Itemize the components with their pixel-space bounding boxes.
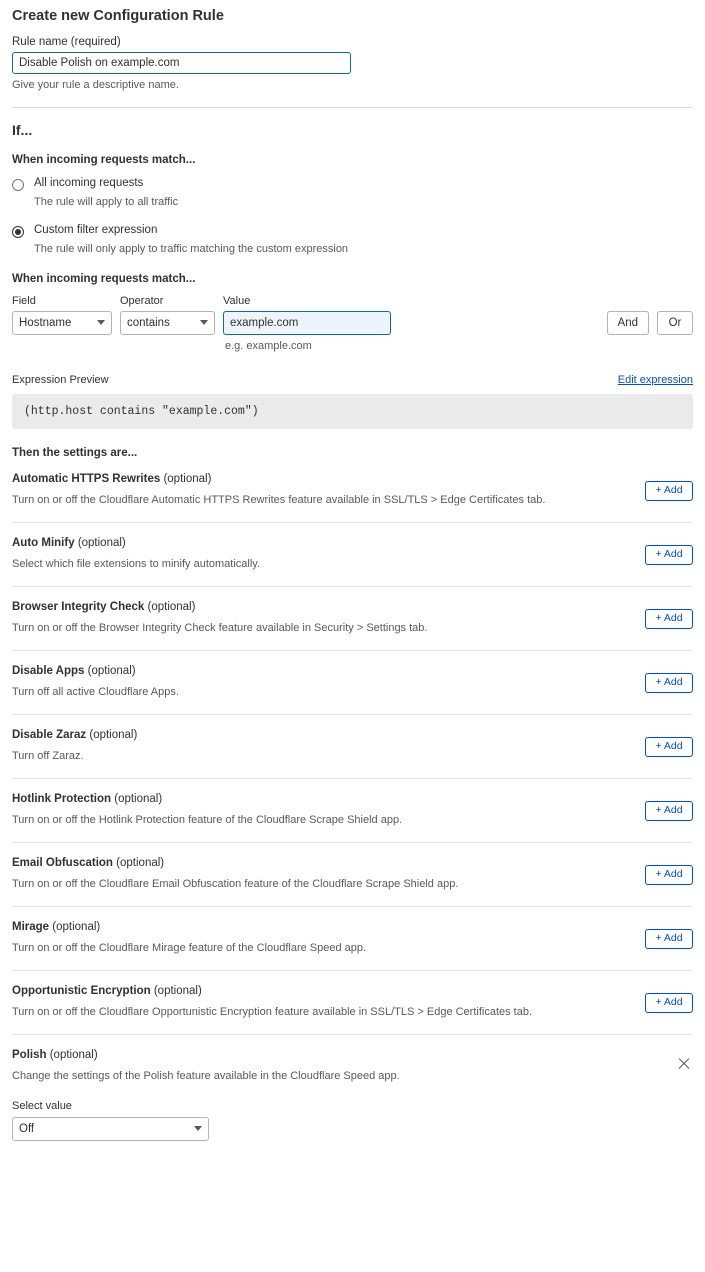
setting-polish bbox=[12, 1035, 693, 1145]
setting-optional: (optional) bbox=[49, 1048, 98, 1061]
chevron-down-icon bbox=[200, 320, 208, 325]
rule-name-help: Give your rule a descriptive name. bbox=[12, 79, 179, 91]
field-select[interactable] bbox=[12, 311, 112, 335]
setting-description: Turn on or off the Hotlink Protection feature of the Cloudflare Scrape Shield app. bbox=[12, 813, 403, 826]
value-input[interactable] bbox=[223, 311, 391, 335]
setting-optional: (optional) bbox=[87, 664, 136, 677]
setting-hotlink-protection bbox=[12, 779, 693, 843]
setting-optional: (optional) bbox=[163, 472, 212, 485]
radio-icon-custom-filter[interactable] bbox=[12, 226, 24, 238]
setting-description: Turn off all active Cloudflare Apps. bbox=[12, 685, 179, 698]
add-button[interactable]: + Add bbox=[645, 481, 693, 501]
setting-description: Turn on or off the Cloudflare Email Obfuscation feature of the Cloudflare Scrape Shield app. bbox=[12, 877, 459, 890]
setting-optional: (optional) bbox=[89, 728, 138, 741]
radio-desc-custom-filter: The rule will only apply to traffic matching the custom expression bbox=[34, 242, 349, 255]
add-button[interactable]: + Add bbox=[645, 609, 693, 629]
setting-description: Turn on or off the Cloudflare Opportunistic Encryption feature available in SSL/TLS > Edge Certificates tab. bbox=[12, 1005, 533, 1018]
setting-optional: (optional) bbox=[153, 984, 202, 997]
filter-row bbox=[12, 295, 693, 335]
setting-name: Email Obfuscation bbox=[12, 856, 113, 869]
then-settings-title: Then the settings are... bbox=[12, 446, 138, 459]
rule-name-label: Rule name (required) bbox=[12, 36, 121, 48]
add-button[interactable]: + Add bbox=[645, 737, 693, 757]
field-column bbox=[12, 295, 112, 335]
add-button[interactable]: + Add bbox=[645, 993, 693, 1013]
value-label: Value bbox=[223, 294, 251, 307]
operator-select[interactable] bbox=[120, 311, 215, 335]
value-hint: e.g. example.com bbox=[225, 339, 312, 352]
setting-optional: (optional) bbox=[147, 600, 196, 613]
setting-description: Turn on or off the Cloudflare Automatic HTTPS Rewrites feature available in SSL/TLS > Edge Certificates tab. bbox=[12, 493, 546, 506]
radio-desc-all-requests: The rule will apply to all traffic bbox=[34, 195, 179, 208]
setting-description: Select which file extensions to minify automatically. bbox=[12, 557, 261, 570]
setting-disable-apps bbox=[12, 651, 693, 715]
radio-icon-all-requests[interactable] bbox=[12, 179, 24, 191]
operator-label: Operator bbox=[120, 294, 164, 307]
setting-email-obfuscation bbox=[12, 843, 693, 907]
rule-name-group bbox=[12, 36, 693, 91]
setting-optional: (optional) bbox=[77, 536, 126, 549]
setting-name: Auto Minify bbox=[12, 536, 75, 549]
setting-opportunistic-encryption bbox=[12, 971, 693, 1035]
add-button[interactable]: + Add bbox=[645, 673, 693, 693]
or-button[interactable]: Or bbox=[657, 311, 693, 335]
polish-select-value: Off bbox=[19, 1122, 35, 1135]
radio-label-custom-filter: Custom filter expression bbox=[34, 224, 158, 237]
setting-optional: (optional) bbox=[52, 920, 101, 933]
if-heading: If... bbox=[12, 122, 33, 138]
match-title-2: When incoming requests match... bbox=[12, 272, 196, 285]
setting-description: Turn on or off the Cloudflare Mirage feature of the Cloudflare Speed app. bbox=[12, 941, 367, 954]
setting-name: Disable Apps bbox=[12, 664, 85, 677]
setting-optional: (optional) bbox=[116, 856, 165, 869]
field-label: Field bbox=[12, 294, 36, 307]
setting-name: Mirage bbox=[12, 920, 50, 933]
setting-disable-zaraz bbox=[12, 715, 693, 779]
chevron-down-icon bbox=[194, 1126, 202, 1131]
page-title: Create new Configuration Rule bbox=[12, 8, 224, 24]
setting-optional: (optional) bbox=[114, 792, 163, 805]
setting-name: Automatic HTTPS Rewrites bbox=[12, 472, 161, 485]
operator-column bbox=[120, 295, 215, 335]
setting-browser-integrity-check bbox=[12, 587, 693, 651]
setting-mirage bbox=[12, 907, 693, 971]
radio-all-incoming-requests[interactable] bbox=[12, 176, 693, 209]
setting-auto-minify bbox=[12, 523, 693, 587]
divider-top bbox=[12, 107, 693, 108]
rule-name-input[interactable] bbox=[12, 52, 351, 74]
expression-preview-header bbox=[12, 374, 693, 386]
field-select-value: Hostname bbox=[19, 316, 72, 329]
setting-description: Turn on or off the Browser Integrity Check feature available in Security > Settings tab. bbox=[12, 621, 428, 634]
setting-name: Browser Integrity Check bbox=[12, 600, 145, 613]
setting-description: Change the settings of the Polish feature available in the Cloudflare Speed app. bbox=[12, 1069, 400, 1082]
expression-preview-box: (http.host contains "example.com") bbox=[12, 394, 693, 429]
add-button[interactable]: + Add bbox=[645, 865, 693, 885]
add-button[interactable]: + Add bbox=[645, 545, 693, 565]
expression-preview-label: Expression Preview bbox=[12, 373, 109, 386]
setting-name: Hotlink Protection bbox=[12, 792, 112, 805]
add-button[interactable]: + Add bbox=[645, 929, 693, 949]
setting-automatic-https-rewrites bbox=[12, 459, 693, 523]
setting-name: Polish bbox=[12, 1048, 47, 1061]
polish-value-select[interactable] bbox=[12, 1117, 209, 1141]
chevron-down-icon bbox=[97, 320, 105, 325]
operator-select-value: contains bbox=[127, 316, 170, 329]
and-button[interactable]: And bbox=[607, 311, 649, 335]
radio-label-all-requests: All incoming requests bbox=[34, 177, 144, 189]
close-icon[interactable] bbox=[677, 1057, 691, 1071]
bottom-spacer bbox=[12, 1145, 693, 1165]
match-title-1: When incoming requests match... bbox=[12, 154, 196, 166]
value-column bbox=[223, 295, 599, 335]
edit-expression-link[interactable]: Edit expression bbox=[617, 373, 693, 386]
polish-select-label: Select value bbox=[12, 1099, 72, 1112]
setting-name: Opportunistic Encryption bbox=[12, 984, 151, 997]
setting-name: Disable Zaraz bbox=[12, 728, 87, 741]
setting-description: Turn off Zaraz. bbox=[12, 749, 84, 762]
add-button[interactable]: + Add bbox=[645, 801, 693, 821]
radio-custom-filter-expression[interactable] bbox=[12, 223, 693, 256]
